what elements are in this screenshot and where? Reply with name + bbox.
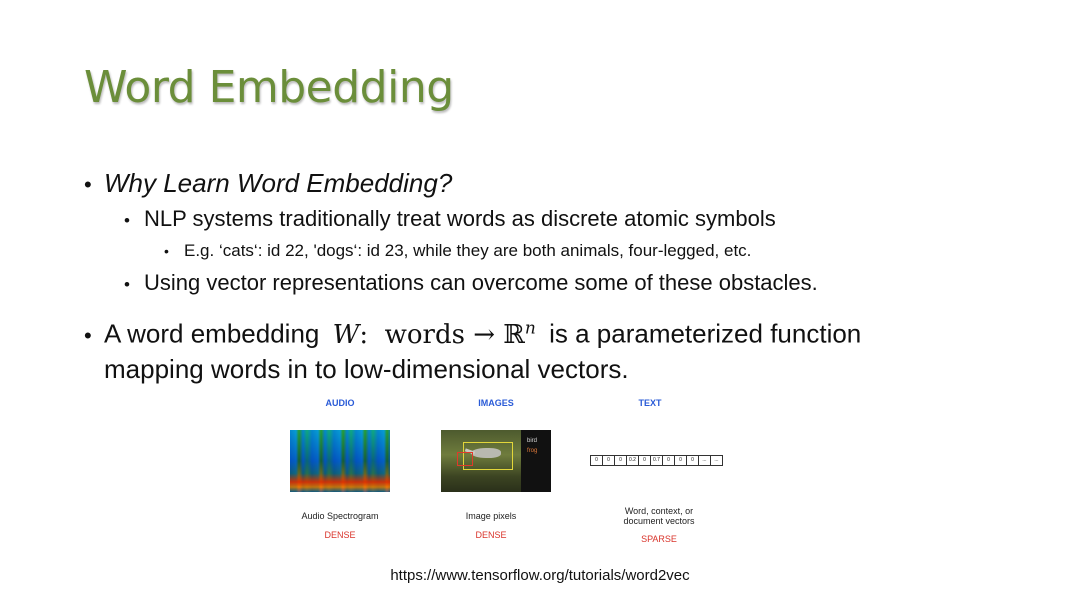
bullet-dot: •	[164, 243, 169, 259]
slide-title: Word Embedding	[84, 62, 454, 113]
math-n: n	[524, 318, 536, 338]
audio-caption-block	[285, 511, 395, 540]
bullet-text: Using vector representations can overcome some of these obstacles.	[144, 270, 818, 295]
text-header: TEXT	[638, 398, 662, 408]
text-sparse-tag: SPARSE	[641, 534, 677, 544]
bullet-dot: •	[84, 322, 92, 348]
bullet-text-suffix: is a parameterized function	[549, 318, 862, 349]
images-header: IMAGES	[478, 398, 514, 408]
math-colon: :	[359, 319, 369, 350]
bullet-dot: •	[124, 275, 130, 294]
bullet-nlp-systems	[124, 206, 776, 232]
vector-cell: 0	[686, 455, 699, 466]
bullet-dot: •	[84, 172, 92, 197]
vector-cell: 0	[662, 455, 675, 466]
bullet-vector-representations	[124, 270, 818, 296]
bullet-text: NLP systems traditionally treat words as discrete atomic symbols	[144, 206, 776, 231]
math-w: W	[332, 319, 360, 350]
embedding-figure	[285, 398, 725, 548]
bullet-example-ids	[164, 241, 751, 261]
bullet-why-learn	[84, 168, 452, 199]
audio-dense-tag: DENSE	[324, 530, 356, 540]
math-words: words	[384, 319, 465, 350]
vector-cell: ...	[698, 455, 711, 466]
text-caption-line1: Word, context, or	[624, 506, 694, 516]
text-caption-line2: document vectors	[623, 516, 695, 526]
figure-images-column	[441, 398, 551, 408]
figure-text-column	[595, 398, 705, 408]
math-expression	[333, 320, 536, 350]
image-caption: Image pixels	[465, 511, 517, 521]
bullet-text: E.g. ‘cats‘: id 22, 'dogs‘: id 23, while they are both animals, four-legged, etc.	[184, 241, 752, 260]
bullet-dot: •	[124, 211, 130, 230]
vector-cell: 0	[638, 455, 651, 466]
vector-cell: ...	[710, 455, 723, 466]
image-dense-tag: DENSE	[475, 530, 507, 540]
bullet-text-block	[104, 311, 944, 386]
audio-header: AUDIO	[325, 398, 355, 408]
figure-audio-column	[285, 398, 395, 408]
audio-caption: Audio Spectrogram	[301, 511, 379, 521]
bullet-text-prefix: A word embedding	[104, 318, 320, 349]
vector-cell: 0	[602, 455, 615, 466]
sparse-vector	[591, 455, 723, 466]
vector-cell: 0	[614, 455, 627, 466]
audio-spectrogram-image	[290, 430, 390, 492]
bullet-text: Why Learn Word Embedding?	[104, 168, 453, 198]
math-reals: ℝ	[503, 319, 525, 350]
math-arrow: →	[473, 319, 496, 350]
bullet-word-embedding-definition	[84, 311, 944, 386]
vector-cell: 0	[674, 455, 687, 466]
vector-cell: 0	[590, 455, 603, 466]
vector-cell: 0.2	[626, 455, 639, 466]
text-caption-block	[601, 506, 717, 544]
image-caption-block	[431, 511, 551, 540]
heron-photo	[441, 430, 551, 492]
vector-cell: 0.7	[650, 455, 663, 466]
source-url: https://www.tensorflow.org/tutorials/word2vec	[390, 567, 690, 584]
bird-label: bird	[527, 438, 538, 444]
bullet-text-line2: mapping words in to low-dimensional vectors.	[104, 353, 629, 384]
frog-bounding-box	[457, 452, 473, 466]
frog-label: frog	[527, 448, 538, 454]
